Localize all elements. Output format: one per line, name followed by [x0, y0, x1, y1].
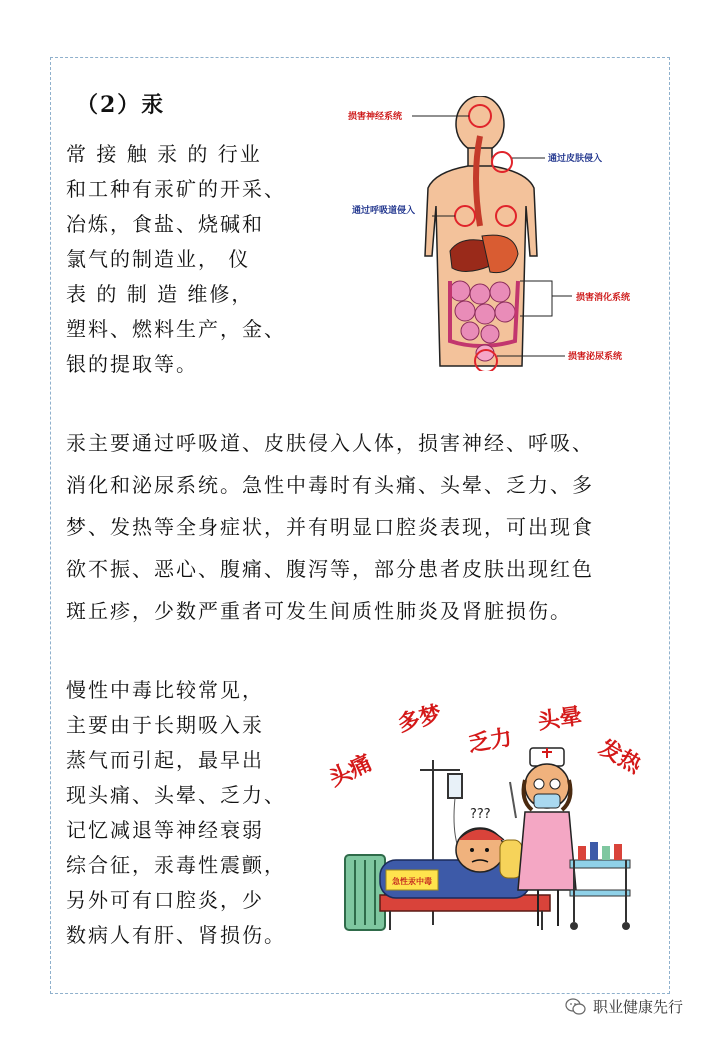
label-urinary: 损害泌尿系统: [568, 352, 623, 362]
chronic-line: 记忆减退等神经衰弱: [66, 818, 264, 842]
intro-paragraph: [66, 137, 324, 382]
wechat-icon: [565, 998, 587, 1016]
bed-sign: 急性汞中毒: [392, 877, 432, 886]
symptom-fever: 发热: [594, 735, 646, 779]
medicine-cart: [570, 842, 630, 930]
intro-line: 和工种有汞矿的开采、: [66, 177, 286, 201]
chronic-line: 数病人有肝、肾损伤。: [66, 923, 286, 947]
chronic-line: 蒸气而引起，最早出: [66, 748, 264, 772]
intro-line: 氯气的制造业， 仪: [66, 247, 251, 271]
chronic-line: 另外可有口腔炎，少: [66, 888, 264, 912]
patient-cartoon: [320, 690, 665, 940]
body-silhouette: [425, 96, 537, 366]
main-line: 梦、发热等全身症状，并有明显口腔炎表现，可出现食: [66, 515, 594, 539]
intro-line: 银的提取等。: [66, 352, 198, 376]
main-line: 消化和泌尿系统。急性中毒时有头痛、头晕、乏力、多: [66, 473, 594, 497]
patient: [456, 807, 522, 878]
main-line: 斑丘疹，少数严重者可发生间质性肺炎及肾脏损伤。: [66, 599, 572, 623]
label-digestive: 损害消化系统: [576, 293, 631, 303]
label-nervous: 损害神经系统: [348, 112, 403, 122]
footer-watermark: [565, 996, 683, 1017]
intro-line: 表 的 制 造 维修，: [66, 282, 254, 306]
label-skin: 通过皮肤侵入: [548, 154, 603, 164]
main-line: 欲不振、恶心、腹痛、腹泻等，部分患者皮肤出现红色: [66, 557, 594, 581]
symptom-dizziness: 头晕: [536, 704, 584, 735]
chronic-line: 慢性中毒比较常见，: [66, 678, 264, 702]
main-line: 汞主要通过呼吸道、皮肤侵入人体，损害神经、呼吸、: [66, 431, 594, 455]
chronic-line: 综合征，汞毒性震颤，: [66, 853, 286, 877]
symptom-fatigue: 乏力: [466, 725, 515, 758]
symptom-headache: 头痛: [325, 750, 376, 792]
chronic-paragraph: [66, 673, 326, 953]
intro-line: 冶炼，食盐、烧碱和: [66, 212, 264, 236]
symptom-dreams: 多梦: [395, 701, 445, 738]
body-diagram: [340, 96, 660, 371]
label-respiratory: 通过呼吸道侵入: [352, 206, 416, 216]
main-paragraph: [66, 422, 656, 632]
question-marks: ???: [470, 807, 491, 822]
intro-line: 塑料、燃料生产，金、: [66, 317, 286, 341]
chronic-line: 主要由于长期吸入汞: [66, 713, 264, 737]
section-heading: （2）汞: [76, 92, 166, 118]
account-name: 职业健康先行: [593, 998, 684, 1016]
chronic-line: 现头痛、头晕、乏力、: [66, 783, 286, 807]
intro-line: 常 接 触 汞 的 行业: [66, 142, 262, 166]
